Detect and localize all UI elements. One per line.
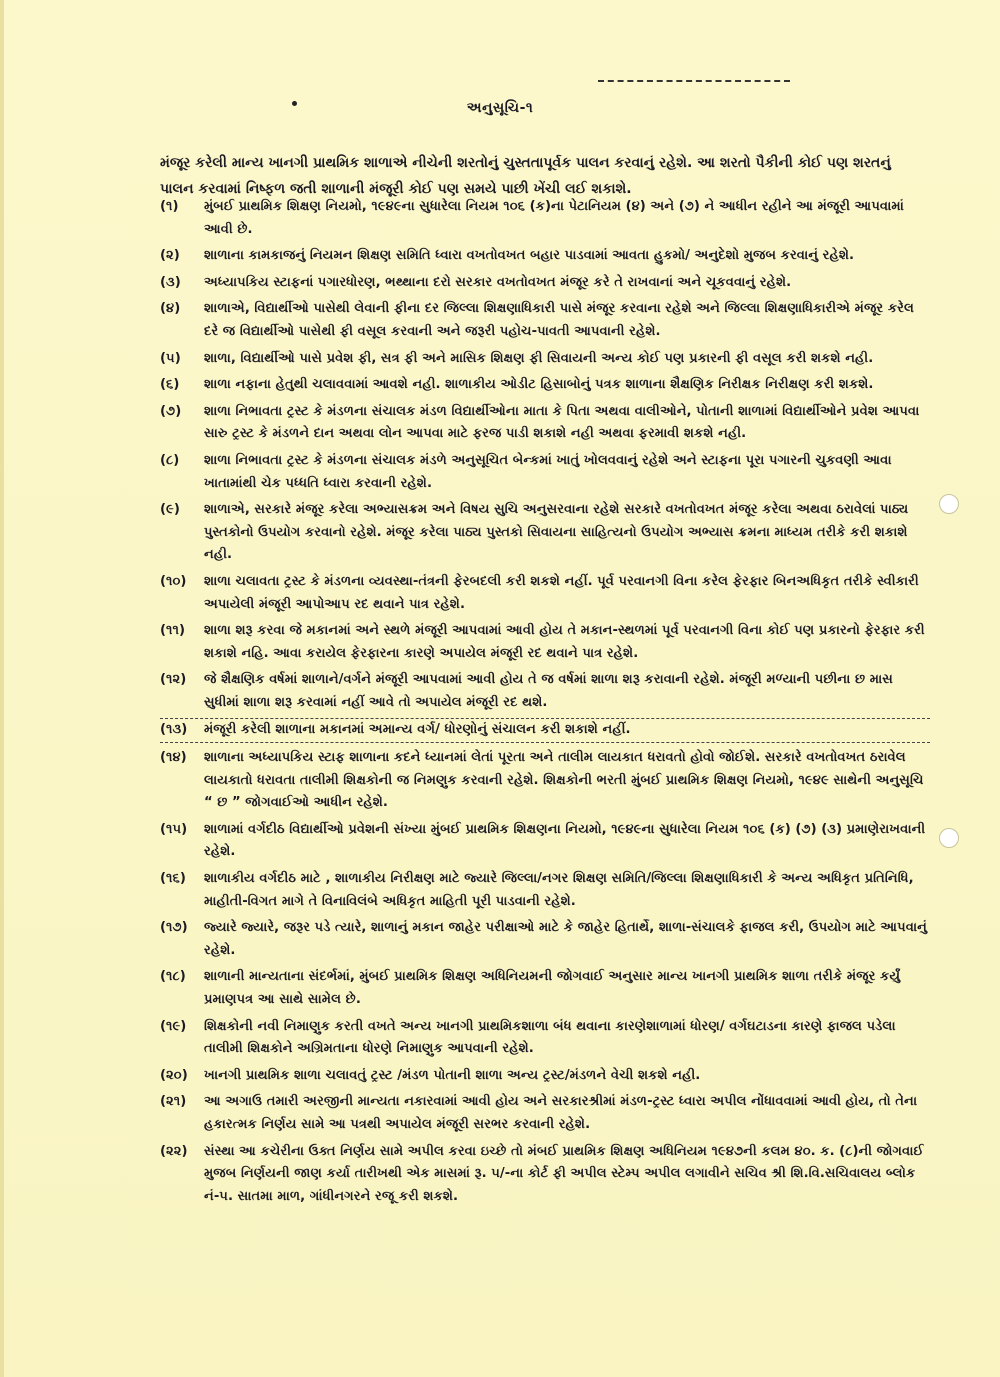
list-item bbox=[160, 245, 930, 268]
item-number: (૩) bbox=[160, 274, 181, 290]
item-number: (૪) bbox=[160, 301, 181, 317]
item-number: (૧૨) bbox=[160, 672, 187, 688]
list-item bbox=[160, 401, 930, 446]
list-item bbox=[160, 966, 930, 1011]
item-number: (૧૧) bbox=[160, 623, 185, 639]
intro-paragraph: મંજૂર કરેલી માન્ય ખાનગી પ્રાથમિક શાળાએ નીચેની શરતોનું ચુસ્તતાપૂર્વક પાલન કરવાનું રહેશે. આ શરતો પૈકીની કોઈ પણ શરતનું પાલન કરવામાં નિષ્ફળ જતી શાળાની મંજૂરી કોઈ પણ સમયે પાછી ખેંચી લઈ શકાશે. bbox=[160, 155, 891, 197]
list-item bbox=[160, 348, 930, 371]
item-text: જે શૈક્ષણિક વર્ષમાં શાળાને/વર્ગને મંજૂરી આપવામાં આવી હોય તે જ વર્ષમાં શાળા શરૂ કરાવાની રહેશે. મંજૂરી મળ્યાની પછીના છ માસ સુધીમાં શાળા શરૂ કરવામાં નહીં આવે તો અપાયેલ મંજૂરી રદ થશે. bbox=[204, 672, 893, 710]
item-number: (૮) bbox=[160, 452, 180, 468]
item-number: (૧૬) bbox=[160, 871, 186, 887]
item-number: (૧) bbox=[160, 199, 179, 214]
item-number: (૧૩) bbox=[160, 722, 188, 738]
item-number: (૨૨) bbox=[160, 1143, 188, 1159]
list-item bbox=[160, 196, 930, 241]
item-number: (૨) bbox=[160, 248, 180, 264]
item-text: મંજૂરી કરેલી શાળાના મકાનમાં અમાન્ય વર્ગ/ ધોરણોનું સંચાલન કરી શકાશે નહીં. bbox=[204, 722, 631, 738]
item-number: (૧૭) bbox=[160, 920, 188, 936]
list-item bbox=[160, 374, 930, 397]
item-number: (૬) bbox=[160, 377, 180, 393]
item-text: શાળાની માન્યતાના સંદર્ભમાં, મુંબઈ પ્રાથમિક શિક્ષણ અધિનિયમની જોગવાઈ અનુસાર માન્ય ખાનગી પ્રાથમિક શાળા તરીકે મંજૂર કર્યું પ્રમાણપત્ર આ સાથે સામેલ છે. bbox=[204, 969, 901, 1007]
list-item bbox=[160, 272, 930, 295]
item-text: શાળાએ, સરકારે મંજૂર કરેલા અભ્યાસક્રમ અને વિષય સુચિ અનુસરવાના રહેશે સરકારે વખતોવખત મંજૂર કરેલા અથવા ઠરાવેલાં પાઠ્ય પુસ્તકોનો ઉપયોગ કરવાનો રહેશે. મંજૂર કરેલા પાઠ્ય પુસ્તકો સિવાયના સાહિત્યનો ઉપયોગ અભ્યાસ ક્રમના માધ્યમ તરીકે કરી શકાશે નહી. bbox=[204, 502, 909, 563]
punch-hole bbox=[939, 494, 959, 514]
list-item bbox=[160, 868, 930, 913]
item-text: જ્યારે જ્યારે, જરૂર પડે ત્યારે, શાળાનું મકાન જાહેર પરીક્ષાઓ માટે કે જાહેર હિતાર્થે, શાળા-સંચાલકે ફાજલ કરી, ઉપયોગ માટે આપવાનું રહેશે. bbox=[204, 920, 927, 958]
item-text: શાળા, વિદ્યાર્થીઓ પાસે પ્રવેશ ફી, સત્ર ફી અને માસિક શિક્ષણ ફી સિવાયની અન્ય કોઈ પણ પ્રકારની ફી વસૂલ કરી શકશે નહી. bbox=[204, 350, 874, 366]
item-text: સંસ્થા આ કચેરીના ઉક્ત નિર્ણય સામે અપીલ કરવા ઇચ્છે તો મંબઈ પ્રાથમિક શિક્ષણ અધિનિયમ ૧૯૪૭ની કલમ ૪૦. ક. (૮)ની જોગવાઈ મુજબ નિર્ણયની જાણ કર્યા તારીખથી એક માસમાં રૂ. ૫/-ના કોર્ટ ફી અપીલ સ્ટેમ્પ અપીલ લગાવીને સચિવ શ્રી શિ.વિ.સચિવાલય બ્લોક નં-૫. સાતમા માળ, ગાંધીનગરને રજૂ કરી શકશે. bbox=[204, 1143, 924, 1204]
item-number: (૧૦) bbox=[160, 573, 187, 589]
list-item bbox=[160, 669, 930, 714]
item-text: શાળાના અધ્યાપકિય સ્ટાફ શાળાના કદને ધ્યાનમાં લેતાં પૂરતા અને તાલીમ લાયકાત ધરાવતો હોવો જોઈશે. સરકારે વખતોવખત ઠરાવેલ લાયકાતો ધરાવતા તાલીમી શિક્ષકોની જ નિમણુક કરવાની રહેશે. શિક્ષકોની ભરતી મુંબઈ પ્રાથમિક શિક્ષણ નિયમો, ૧૯૪૯ સાથેની અનુસૂચિ “ છ ” જોગવાઈઓ આધીન રહેશે. bbox=[204, 750, 924, 811]
list-item bbox=[160, 917, 930, 962]
item-number: (૧૮) bbox=[160, 969, 186, 985]
list-item bbox=[160, 819, 930, 864]
item-text: શાળા નિભાવતા ટ્રસ્ટ કે મંડળના સંચાલક મંડળ વિદ્યાર્થીઓના માતા કે પિતા અથવા વાલીઓને, પોતાની શાળામાં વિદ્યાર્થીઓને પ્રવેશ આપવા સારુ ટ્રસ્ટ કે મંડળને દાન અથવા લોન આપવા માટે ફરજ પાડી શકાશે નહી અથવા ફરમાવી શકશે નહી. bbox=[204, 403, 920, 442]
item-number: (૨૦) bbox=[160, 1067, 188, 1083]
page-title: અનુસૂચિ-૧ bbox=[466, 100, 534, 116]
list-item bbox=[160, 571, 930, 616]
item-text: મુંબઈ પ્રાથમિક શિક્ષણ નિયમો, ૧૯૪૯ના સુધારેલા નિયમ ૧૦૬ (ક)ના પેટાનિયમ (૪) અને (૭) ને આધીન રહીને આ મંજૂરી આપવામાં આવી છે. bbox=[204, 199, 904, 237]
item-text: અધ્યાપકિય સ્ટાફનાં પગારધોરણ, ભથ્થાના દરો સરકાર વખતોવખત મંજૂર કરે તે રાખવાનાં અને ચૂકવવાનું રહેશે. bbox=[204, 274, 792, 290]
item-text: શાળા નફાના હેતુથી ચલાવવામાં આવશે નહી. શાળાકીય ઓડીટ હિસાબોનું પત્રક શાળાના શૈક્ષણિક નિરીક્ષક નિરીક્ષણ કરી શકશે. bbox=[204, 377, 874, 393]
item-text: શાળા નિભાવતા ટ્રસ્ટ કે મંડળના સંચાલક મંડળે અનુસૂચિત બેન્કમાં ખાતું ખોલવવાનું રહેશે અને સ્ટાફના પૂરા પગારની ચુકવણી આવા ખાતામાંથી ચેક પધ્ધતિ ધ્વારા કરવાની રહેશે. bbox=[204, 452, 892, 491]
item-text: શાળા શરૂ કરવા જે મકાનમાં અને સ્થળે મંજૂરી આપવામાં આવી હોય તે મકાન-સ્થળમાં પૂર્વ પરવાનગી વિના કોઈ પણ પ્રકારનો ફેરફાર કરી શકાશે નહિ. આવા કરાયેલ ફેરફારના કારણે અપાયેલ મંજૂરી રદ થવાને પાત્ર રહેશે. bbox=[204, 623, 925, 661]
item-text: શાળા ચલાવતા ટ્રસ્ટ કે મંડળના વ્યવસ્થા-તંત્રની ફેરબદલી કરી શકશે નહીં. પૂર્વ પરવાનગી વિના કરેલ ફેરફાર બિનઅધિકૃત તરીકે સ્વીકારી અપાયેલી મંજૂરી આપોઆપ રદ થવાને પાત્ર રહેશે. bbox=[204, 573, 919, 612]
header-dashes bbox=[598, 80, 790, 82]
item-text: ખાનગી પ્રાથમિક શાળા ચલાવતું ટ્રસ્ટ /મંડળ પોતાની શાળા અન્ય ટ્રસ્ટ/મંડળને વેચી શકશે નહી. bbox=[204, 1067, 701, 1083]
item-number: (૧૯) bbox=[160, 1018, 187, 1034]
list-item bbox=[160, 620, 930, 665]
item-number: (૫) bbox=[160, 350, 181, 366]
item-text: શાળાકીય વર્ગદીઠ માટે , શાળાકીય નિરીક્ષણ માટે જ્યારે જિલ્લા/નગર શિક્ષણ સમિતિ/જિલ્લા શિક્ષણાધિકારી કે અન્ય અધિકૃત પ્રતિનિધિ, માહીતી-વિગત માગે તે વિનાવિલંબે અધિકૃત માહિતી પૂરી પાડવાની રહેશે. bbox=[204, 871, 914, 909]
list-item bbox=[160, 1065, 930, 1088]
conditions-list bbox=[160, 196, 930, 1212]
list-item bbox=[160, 1016, 930, 1061]
item-text: શિક્ષકોની નવી નિમાણુક કરતી વખતે અન્ય ખાનગી પ્રાથમિકશાળા બંધ થવાના કારણેશાળામાં ધોરણ/ વર્ગઘટાડના કારણે ફાજલ પડેલા તાલીમી શિક્ષકોને અગ્રિમતાના ધોરણે નિમાણુક આપવાની રહેશે. bbox=[204, 1018, 896, 1057]
list-item bbox=[160, 718, 930, 743]
item-number: (૧૫) bbox=[160, 821, 188, 837]
item-number: (૯) bbox=[160, 502, 180, 518]
item-text: શાળાએ, વિદ્યાર્થીઓ પાસેથી લેવાની ફીના દર જિલ્લા શિક્ષણાધિકારી પાસે મંજૂર કરવાના રહેશે અને જિલ્લા શિક્ષણાધિકારીએ મંજૂર કરેલ દરે જ વિદ્યાર્થીઓ પાસેથી ફી વસૂલ કરવાની અને જરૂરી પહોચ-પાવતી આપવાની રહેશે. bbox=[204, 301, 914, 339]
item-number: (૭) bbox=[160, 403, 182, 419]
item-text: આ અગાઉ તમારી અરજીની માન્યતા નકારવામાં આવી હોય અને સરકારશ્રીમાં મંડળ-ટ્રસ્ટ ધ્વારા અપીલ નોંધાવવામાં આવી હોય, તો તેના હકારત્મક નિર્ણય સામે આ પત્રથી અપાયેલ મંજૂરી સરભર કરવાની રહેશે. bbox=[204, 1094, 918, 1132]
list-item bbox=[160, 499, 930, 567]
item-text: શાળાના કામકાજનું નિયમન શિક્ષણ સમિતિ ધ્વારા વખતોવખત બહાર પાડવામાં આવતા હુકમો/ અનુદેશો મુજબ કરવાનું રહેશે. bbox=[204, 248, 855, 264]
punch-hole bbox=[939, 828, 959, 848]
item-number: (૧૪) bbox=[160, 750, 187, 766]
page-edge bbox=[0, 0, 4, 1377]
item-text: શાળામાં વર્ગદીઠ વિદ્યાર્થીઓ પ્રવેશની સંખ્યા મુંબઈ પ્રાથમિક શિક્ષણના નિયમો, ૧૯૪૯ના સુધારેલા નિયમ ૧૦૬ (ક) (૭) (૩) પ્રમાણેરાખવાની રહેશે. bbox=[204, 821, 926, 860]
list-item bbox=[160, 1091, 930, 1136]
item-number: (૨૧) bbox=[160, 1094, 187, 1110]
list-item bbox=[160, 298, 930, 343]
list-item bbox=[160, 1141, 930, 1209]
list-item bbox=[160, 747, 930, 815]
list-item bbox=[160, 450, 930, 495]
